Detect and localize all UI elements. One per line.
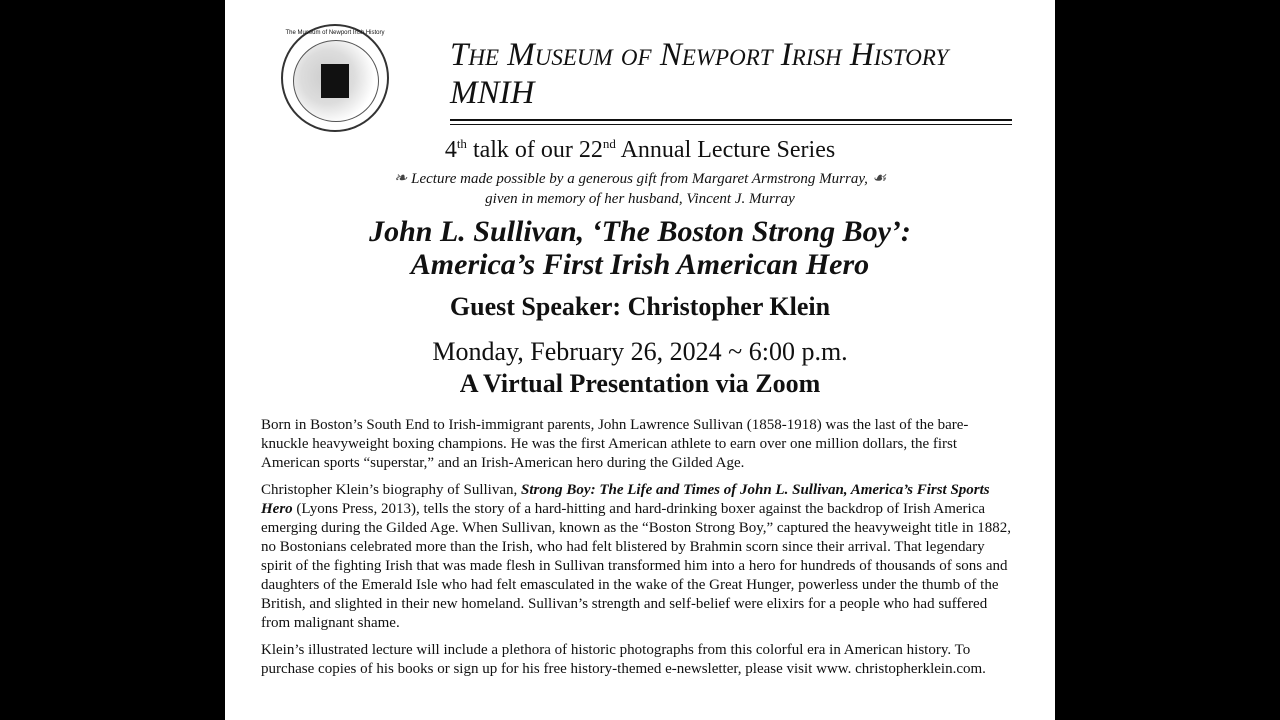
- divider: [450, 124, 1012, 125]
- text: Christopher Klein’s biography of Sullivan,: [261, 482, 521, 498]
- org-heading: [450, 36, 948, 112]
- logo-text: The Museum of Newport Irish History: [285, 30, 385, 36]
- gift-text: Lecture made possible by a generous gift from Margaret Armstrong Murray,: [411, 171, 868, 187]
- series-num: 4: [444, 137, 457, 163]
- org-name: The Museum of Newport Irish History: [450, 37, 949, 73]
- flourish-icon: ❧: [393, 170, 412, 187]
- paragraph: [261, 481, 1011, 633]
- org-abbr: MNIH: [450, 75, 535, 111]
- flourish-icon: ☙: [867, 170, 887, 187]
- book-title: Strong Boy: The Life and Times of John L. Sullivan, America’s First Sports Hero: [261, 482, 990, 517]
- text: (Lyons Press, 2013), tells the story of a hard-hitting and hard-drinking boxer against the backdrop of Irish America emerging during the Gilded Age. When Sullivan, known as the “Boston Strong Boy,” captured the heavyweight title in 1882, no Bostonians celebrated more than the Irish, who had felt blistered by Brahmin scorn since their arrival. That legendary spirit of the fighting Irish that was made flesh in Sullivan transformed him into a hero for hundreds of thousands of sons and daughters of the Emerald Isle who had felt emasculated in the wake of the Great Hunger, powerless under the thumb of the British, and slighted in their new homeland. Sullivan’s strength and self-belief were elixirs for a people who had suffered from malignant shame.: [261, 501, 1012, 631]
- title-line: America’s First Irish American Hero: [410, 248, 870, 281]
- series-mid: talk of our 22: [466, 137, 603, 163]
- gift-line-1: [225, 170, 1055, 188]
- museum-logo: [281, 24, 389, 132]
- flyer-page: [225, 0, 1055, 720]
- event-date: Monday, February 26, 2024 ~ 6:00 p.m.: [432, 337, 848, 366]
- sup: nd: [602, 136, 616, 151]
- gift-line-2: given in memory of her husband, Vincent J. Murray: [485, 191, 795, 207]
- paragraph: Klein’s illustrated lecture will include a plethora of historic photographs from this colorful era in American history. To purchase copies of his books or sign up for his free history-themed e-newsletter, please visit www. christopherklein.com.: [261, 642, 986, 677]
- series-rest: Annual Lecture Series: [615, 137, 836, 163]
- divider: [450, 119, 1012, 121]
- description: [261, 416, 1011, 687]
- event-venue: A Virtual Presentation via Zoom: [459, 369, 821, 398]
- title-line: John L. Sullivan, ‘The Boston Strong Boy’:: [369, 215, 911, 248]
- sup: th: [456, 136, 467, 151]
- series-line: [225, 136, 1055, 164]
- logo-building-icon: [321, 64, 349, 98]
- paragraph: Born in Boston’s South End to Irish-immigrant parents, John Lawrence Sullivan (1858-1918) was the last of the bare-knuckle heavyweight boxing champions. He was the first American athlete to earn over one million dollars, the first American sports “superstar,” and an Irish-American hero during the Gilded Age.: [261, 417, 969, 471]
- lecture-title: [225, 215, 1055, 281]
- guest-speaker: Guest Speaker: Christopher Klein: [449, 292, 831, 321]
